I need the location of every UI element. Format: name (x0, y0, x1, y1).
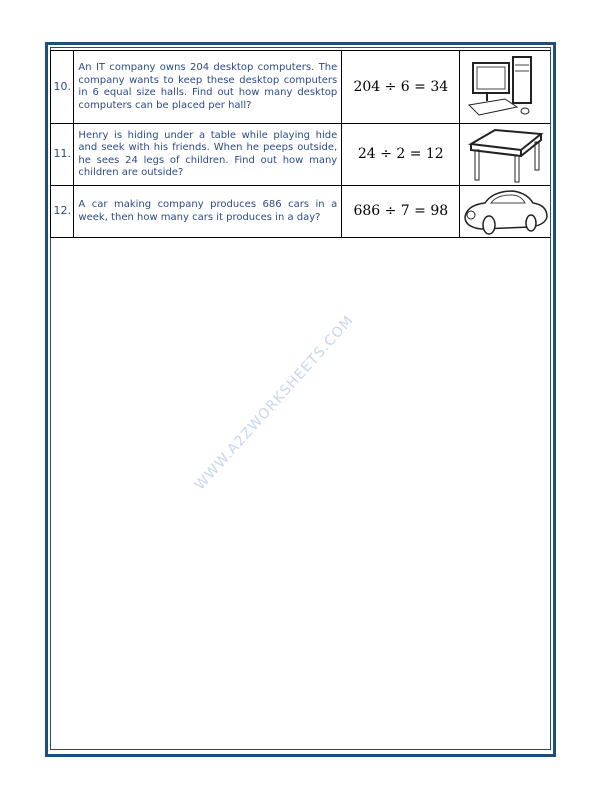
problem-number: 11. (51, 124, 74, 186)
watermark: WWW.A2ZWORKSHEETS.COM (191, 312, 358, 494)
table-row (51, 124, 551, 186)
problem-answer: 204 ÷ 6 = 34 (342, 51, 460, 124)
word-problems-table (50, 50, 550, 238)
problem-question: An IT company owns 204 desktop computers. The company wants to keep these desktop computers in 6 equal size halls. Find out how many desktop computers can be placed per hall? (74, 51, 342, 124)
problem-number: 10. (51, 51, 74, 124)
problem-answer: 24 ÷ 2 = 12 (342, 124, 460, 186)
computer-icon (460, 51, 550, 124)
table-row (51, 51, 551, 124)
table-row (51, 186, 551, 238)
problem-question: Henry is hiding under a table while playing hide and seek with his friends. When he peeps outside, he sees 24 legs of children. Find out how many children are outside? (74, 124, 342, 186)
problem-question: A car making company produces 686 cars in a week, then how many cars it produces in a day? (74, 186, 342, 238)
problem-number: 12. (51, 186, 74, 238)
car-icon (460, 186, 550, 238)
table-icon (460, 124, 550, 186)
problem-answer: 686 ÷ 7 = 98 (342, 186, 460, 238)
